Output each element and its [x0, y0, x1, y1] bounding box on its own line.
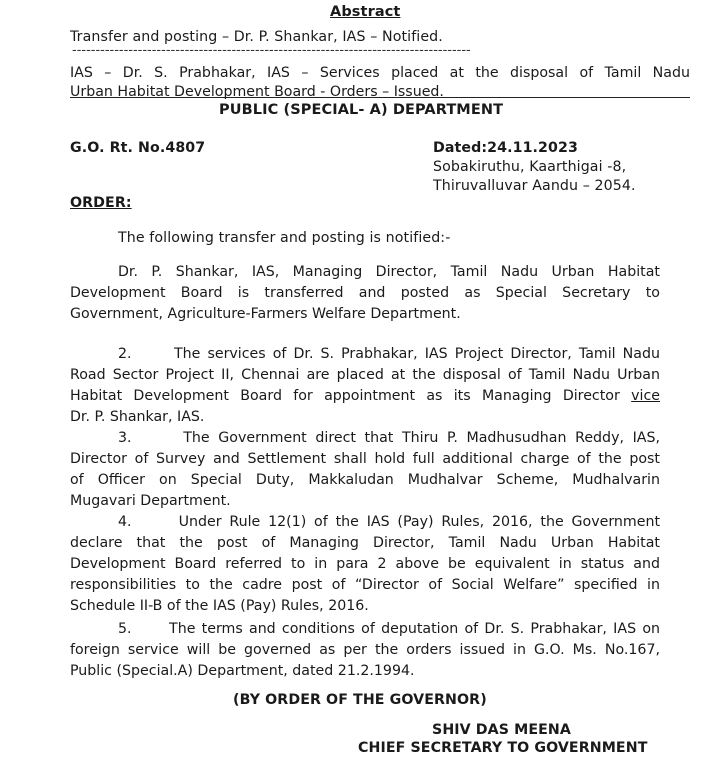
abstract-dash-separator: -------------------------------------------------------------------------------------	[72, 43, 471, 58]
signatory-title: CHIEF SECRETARY TO GOVERNMENT	[358, 740, 648, 756]
abstract-heading: Abstract	[330, 4, 401, 20]
abstract-rule	[70, 97, 690, 98]
tamil-date-line-1: Sobakiruthu, Kaarthigai -8,	[433, 159, 627, 175]
tamil-date-line-2: Thiruvalluvar Aandu – 2054.	[433, 178, 636, 194]
intro-line: The following transfer and posting is notified:-	[118, 230, 451, 246]
signatory-name: SHIV DAS MEENA	[432, 722, 571, 738]
paragraph-5: 5. The terms and conditions of deputation of Dr. S. Prabhakar, IAS on foreign service will be governed as per the orders issued in G.O. Ms. No.167, Public (Special.A) Department, dated 21.2.1994.	[70, 621, 660, 679]
go-date: Dated:24.11.2023	[433, 140, 578, 156]
department-heading: PUBLIC (SPECIAL- A) DEPARTMENT	[219, 102, 504, 118]
paragraph-3: 3. The Government direct that Thiru P. Madhusudhan Reddy, IAS, Director of Survey and Settlement shall hold full additional charge of the post of Officer on Special Duty, Makkaludan Mudhalvar Scheme, Mudhalvarin Mugavari Department.	[70, 430, 660, 509]
abstract-subject-2: IAS – Dr. S. Prabhakar, IAS – Services placed at the disposal of Tamil Nadu Urban Habitat Development Board - Orders – Issued.	[70, 65, 690, 100]
order-heading: ORDER:	[70, 195, 132, 211]
paragraph-4: 4. Under Rule 12(1) of the IAS (Pay) Rules, 2016, the Government declare that the post of Managing Director, Tamil Nadu Urban Habitat Development Board referred to in para 2 above be equivalent in status and responsibilities to the cadre post of “Director of Social Welfare” specified in Schedule II-B of the IAS (Pay) Rules, 2016.	[70, 514, 661, 614]
paragraph-2: 2. The services of Dr. S. Prabhakar, IAS Project Director, Tamil Nadu Road Sector Project II, Chennai are placed at the disposal of Tamil Nadu Urban Habitat Development Board for appointment as its Managing Director vice Dr. P. Shankar, IAS.	[70, 346, 660, 425]
by-order-of-governor: (BY ORDER OF THE GOVERNOR)	[233, 692, 487, 708]
abstract-subject-1: Transfer and posting – Dr. P. Shankar, IAS – Notified.	[70, 29, 443, 45]
paragraph-1: Dr. P. Shankar, IAS, Managing Director, Tamil Nadu Urban Habitat Development Board is transferred and posted as Special Secretary to Government, Agriculture-Farmers Welfare Department.	[70, 264, 660, 322]
go-number: G.O. Rt. No.4807	[70, 140, 206, 156]
